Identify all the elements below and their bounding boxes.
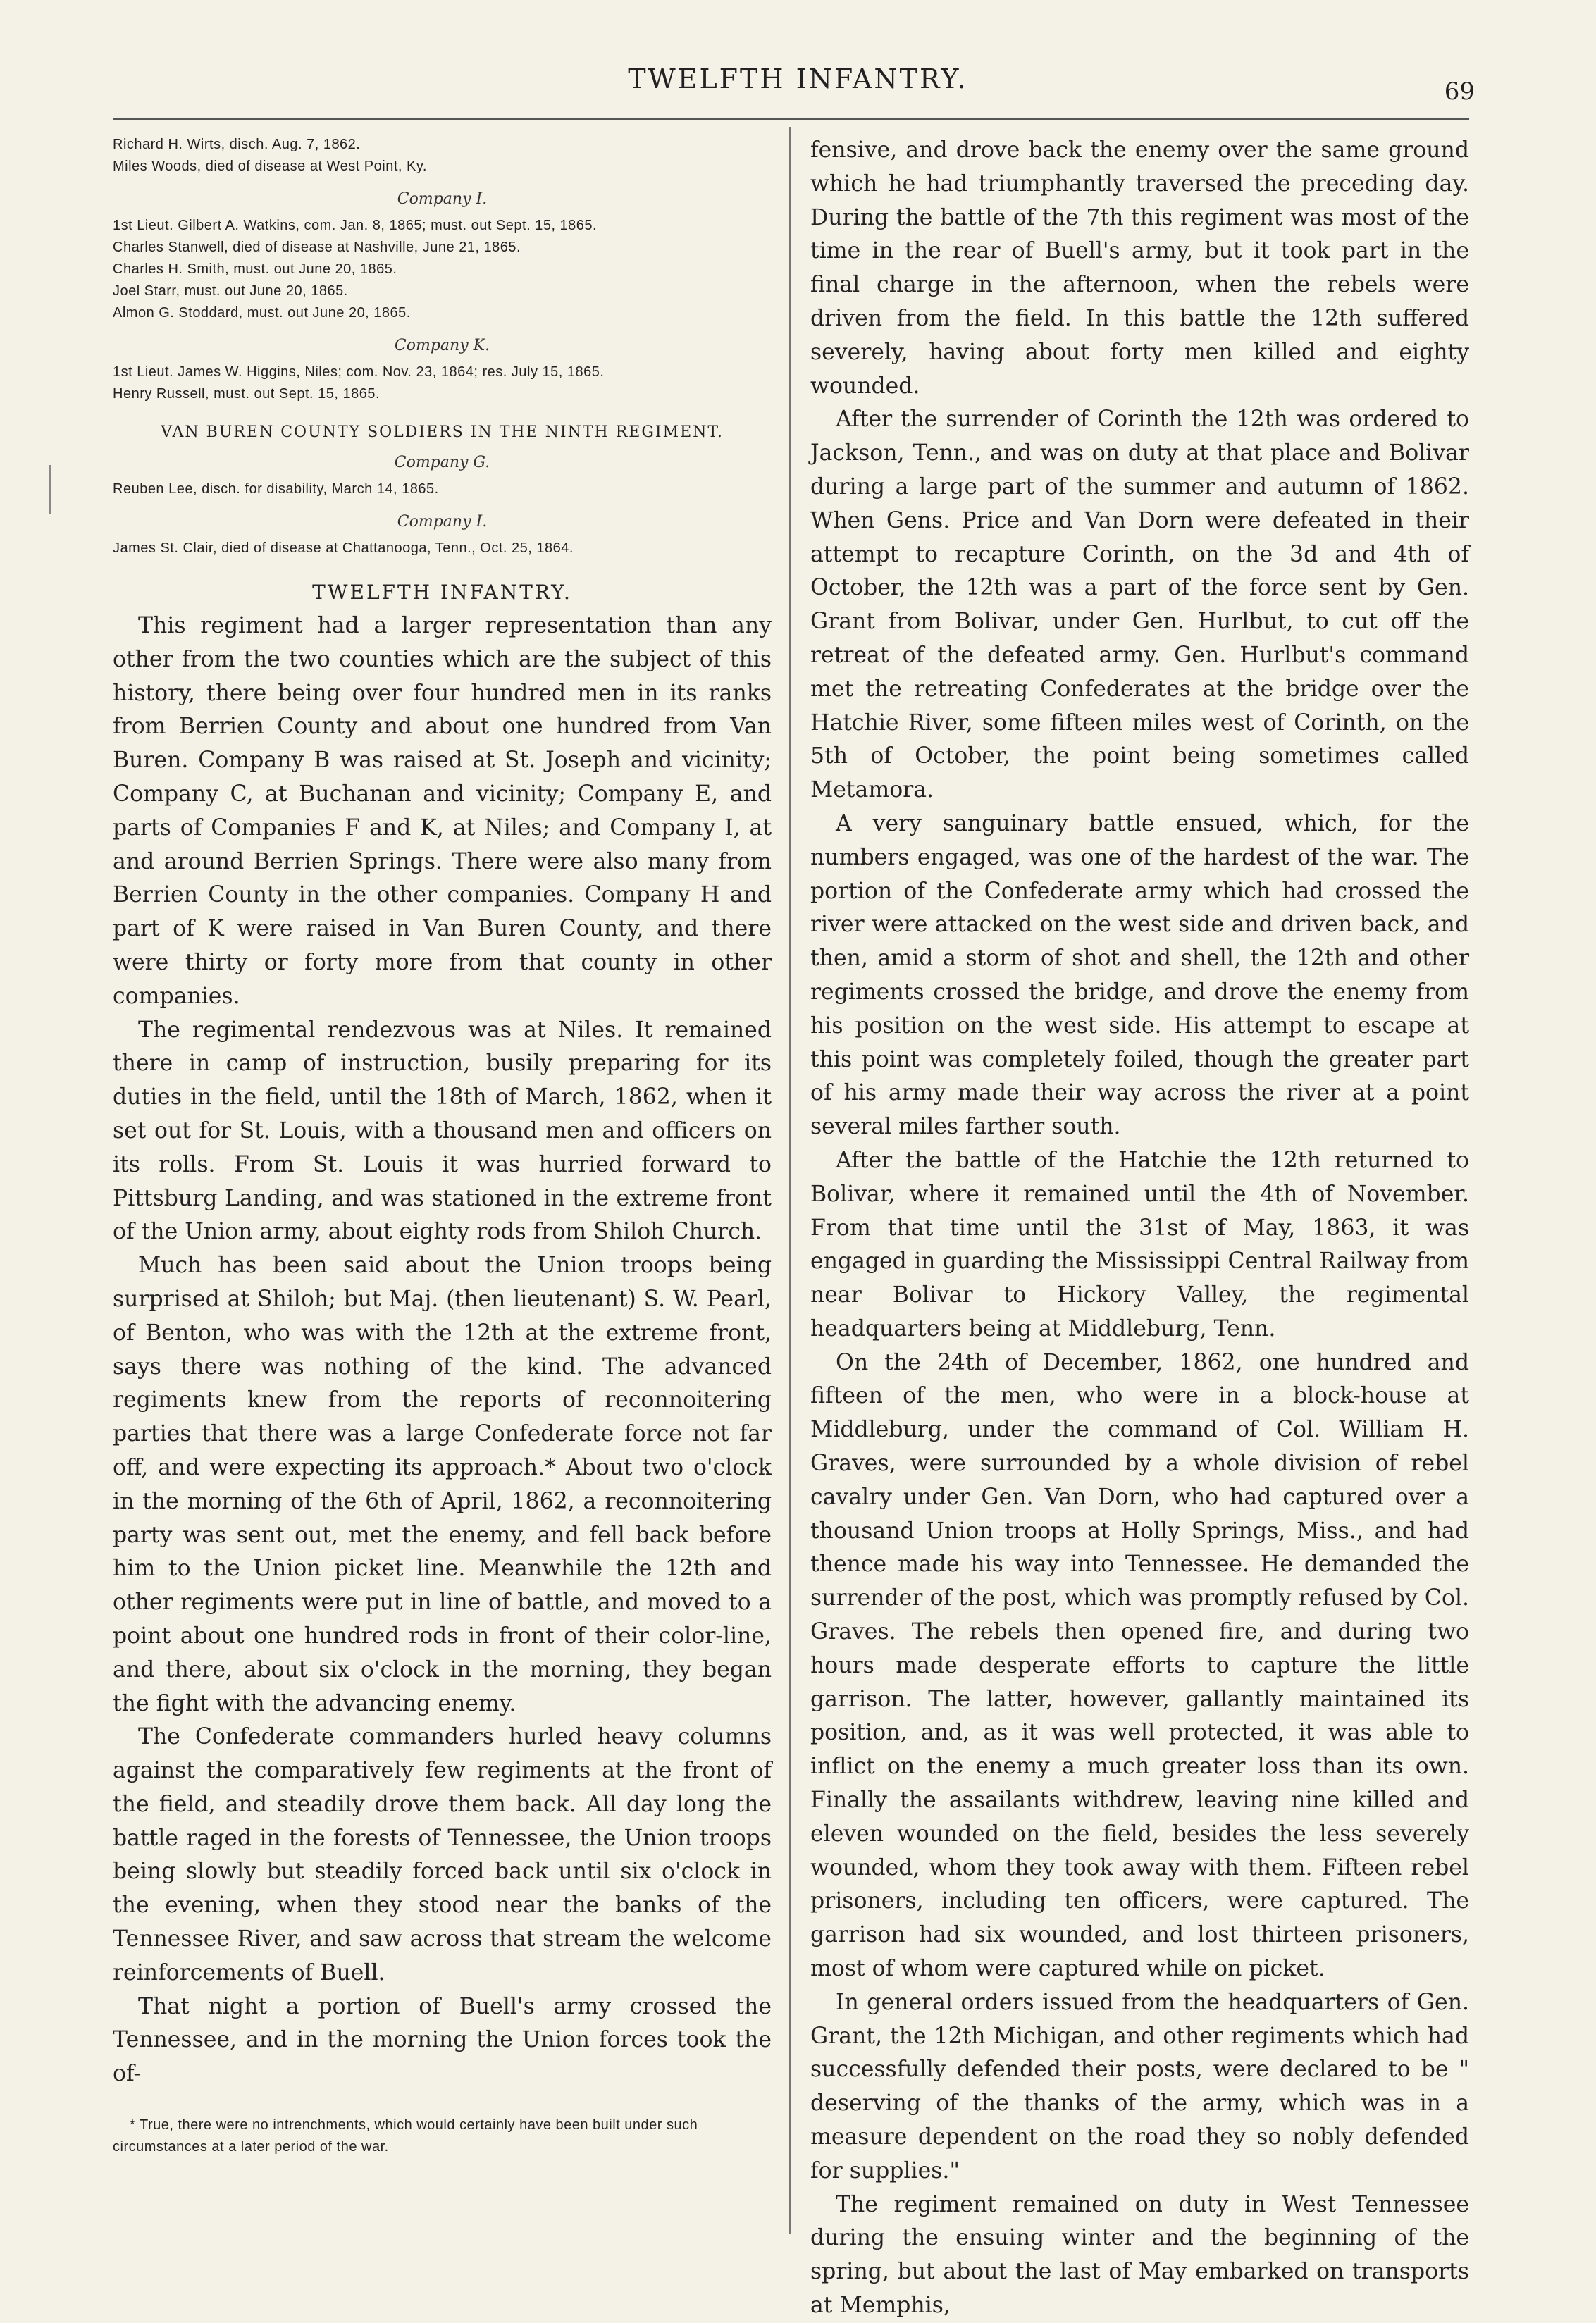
margin-mark bbox=[49, 465, 58, 514]
running-title: TWELFTH INFANTRY. bbox=[628, 63, 968, 94]
paragraph: Much has been said about the Union troops being surprised at Shiloh; but Maj. (then lieutenant) S. W. Pearl, of Benton, who was with the 12th at the extreme front, says there was nothing of the kind. The advanced regiments knew from the reports of reconnoitering parties that there was a large Confederate force not far off, and were expecting its approach.* About two o'clock in the morning of the 6th of April, 1862, a reconnoitering party was sent out, met the enemy, and fell back before him to the Union picket line. Meanwhile the 12th and other regiments were put in line of battle, and moved to a point about one hundred rods in front of their color-line, and there, about six o'clock in the morning, they began the fight with the advancing enemy. bbox=[113, 1253, 772, 1716]
company-heading: Company K. bbox=[394, 337, 490, 354]
paragraph: This regiment had a larger representation than any other from the two counties which are the subject of this history, there being over four hundred men in its ranks from Berrien County and about one hundred from Van Buren. Company B was raised at St. Joseph and vicinity; Company C, at Buchanan and vicinity; Company E, and parts of Companies F and K, at Niles; and Company I, at and around Berrien Springs. There were also many from Berrien County in the other companies. Company H and part of K were raised in Van Buren County, and there were thirty or forty more from that county in other companies. bbox=[113, 613, 772, 1009]
page-number: 69 bbox=[1444, 78, 1475, 106]
header-rule bbox=[113, 118, 1469, 120]
paragraph: In general orders issued from the headquarters of Gen. Grant, the 12th Michigan, and other regiments which had successfully defended their posts, were declared to be " deserving of the thanks of the army, which was in a measure dependent on the road they so nobly defended for supplies." bbox=[810, 1989, 1469, 2183]
company-heading: Company I. bbox=[397, 190, 488, 208]
paragraph: The Confederate commanders hurled heavy columns against the comparatively few regiments at the front of the field, and steadily drove them back. All day long the battle raged in the forests of Tennessee, the Union troops being slowly but steadily forced back until six o'clock in the evening, when they stood near the banks of the Tennessee River, and saw across that stream the welcome reinforcements of Buell. bbox=[113, 1724, 772, 1986]
right-column bbox=[810, 134, 1469, 2323]
paragraph: On the 24th of December, 1862, one hundred and fifteen of the men, who were in a block-house at Middleburg, under the command of Col. William H. Graves, were surrounded by a whole division of rebel cavalry under Gen. Van Dorn, who had captured over a thousand Union troops at Holly Springs, Miss., and had thence made his way into Tennessee. He demanded the surrender of the post, which was promptly refused by Col. Graves. The rebels then opened fire, and during two hours made desperate efforts to capture the little garrison. The latter, however, gallantly maintained its position, and, as it was well protected, it was able to inflict on the enemy a much greater loss than its own. Finally the assailants withdrew, leaving nine killed and eleven wounded on the field, besides the less severely wounded, whom they took away with them. Fifteen rebel prisoners, including ten officers, were captured. The garrison had six wounded, and lost thirteen prisoners, most of whom were captured while on picket. bbox=[810, 1349, 1469, 1982]
paragraph: After the surrender of Corinth the 12th was ordered to Jackson, Tenn., and was on duty at that place and Bolivar during a large part of the summer and autumn of 1862. When Gens. Price and Van Dorn were defeated in their attempt to recapture Corinth, on the 3d and 4th of October, the 12th was a part of the force sent by Gen. Grant from Bolivar, under Gen. Hurlbut, to cut off the retreat of the defeated army. Gen. Hurlbut's command met the retreating Confederates at the bridge over the Hatchie River, some fifteen miles west of Corinth, on the 5th of October, the point being sometimes called Metamora. bbox=[810, 407, 1469, 803]
company-heading: Company I. bbox=[397, 513, 488, 531]
roster-line: 1st Lieut. Gilbert A. Watkins, com. Jan. 8, 1865; must. out Sept. 15, 1865. bbox=[113, 218, 598, 233]
paragraph: After the battle of the Hatchie the 12th returned to Bolivar, where it remained until the 4th of November. From that time until the 31st of May, 1863, it was engaged in guarding the Mississippi Central Railway from near Bolivar to Hickory Valley, the regimental headquarters being at Middleburg, Tenn. bbox=[810, 1147, 1469, 1342]
footnote: * True, there were no intrenchments, which would certainly have been built under such circumstances at a later period of the war. bbox=[113, 2117, 698, 2155]
column-divider bbox=[789, 127, 791, 2234]
roster-line: Miles Woods, died of disease at West Point, Ky. bbox=[113, 159, 427, 174]
paragraph: That night a portion of Buell's army crossed the Tennessee, and in the morning the Union forces took the of- bbox=[113, 1993, 772, 2087]
roster-line: Joel Starr, must. out June 20, 1865. bbox=[113, 283, 348, 299]
roster-line: Reuben Lee, disch. for disability, March 14, 1865. bbox=[113, 481, 439, 497]
paragraph: The regimental rendezvous was at Niles. It remained there in camp of instruction, busily preparing for its duties in the field, until the 18th of March, 1862, when it set out for St. Louis, with a thousand men and officers on its rolls. From St. Louis it was hurried forward to Pittsburg Landing, and was stationed in the extreme front of the Union army, about eighty rods from Shiloh Church. bbox=[113, 1017, 772, 1245]
roster-line: Almon G. Stoddard, must. out June 20, 1865. bbox=[113, 305, 411, 321]
roster-line: Charles Stanwell, died of disease at Nashville, June 21, 1865. bbox=[113, 240, 521, 255]
roster-line: James St. Clair, died of disease at Chattanooga, Tenn., Oct. 25, 1864. bbox=[113, 540, 574, 556]
left-column bbox=[113, 134, 772, 2158]
paragraph: The regiment remained on duty in West Tennessee during the ensuing winter and the beginning of the spring, but about the last of May embarked on transports at Memphis, bbox=[810, 2191, 1469, 2318]
roster-line: Richard H. Wirts, disch. Aug. 7, 1862. bbox=[113, 137, 361, 152]
roster-line: 1st Lieut. James W. Higgins, Niles; com. Nov. 23, 1864; res. July 15, 1865. bbox=[113, 364, 605, 380]
ninth-regiment-heading: VAN BUREN COUNTY SOLDIERS IN THE NINTH REGIMENT. bbox=[161, 423, 724, 441]
paragraph: fensive, and drove back the enemy over the same ground which he had triumphantly traversed the preceding day. During the battle of the 7th this regiment was most of the time in the rear of Buell's army, but it took part in the final charge in the afternoon, when the rebels were driven from the field. In this battle the 12th suffered severely, having about forty men killed and eighty wounded. bbox=[810, 137, 1469, 399]
roster-line: Henry Russell, must. out Sept. 15, 1865. bbox=[113, 386, 381, 402]
paragraph: A very sanguinary battle ensued, which, for the numbers engaged, was one of the hardest of the war. The portion of the Confederate army which had crossed the river were attacked on the west side and driven back, and then, amid a storm of shot and shell, the 12th and other regiments crossed the bridge, and drove the enemy from his position on the west side. His attempt to escape at this point was completely foiled, though the greater part of his army made their way across the river at a point several miles farther south. bbox=[810, 810, 1469, 1140]
page-header bbox=[0, 63, 1596, 106]
company-heading: Company G. bbox=[394, 454, 490, 471]
section-title: TWELFTH INFANTRY. bbox=[312, 581, 572, 604]
roster-line: Charles H. Smith, must. out June 20, 1865. bbox=[113, 261, 397, 277]
